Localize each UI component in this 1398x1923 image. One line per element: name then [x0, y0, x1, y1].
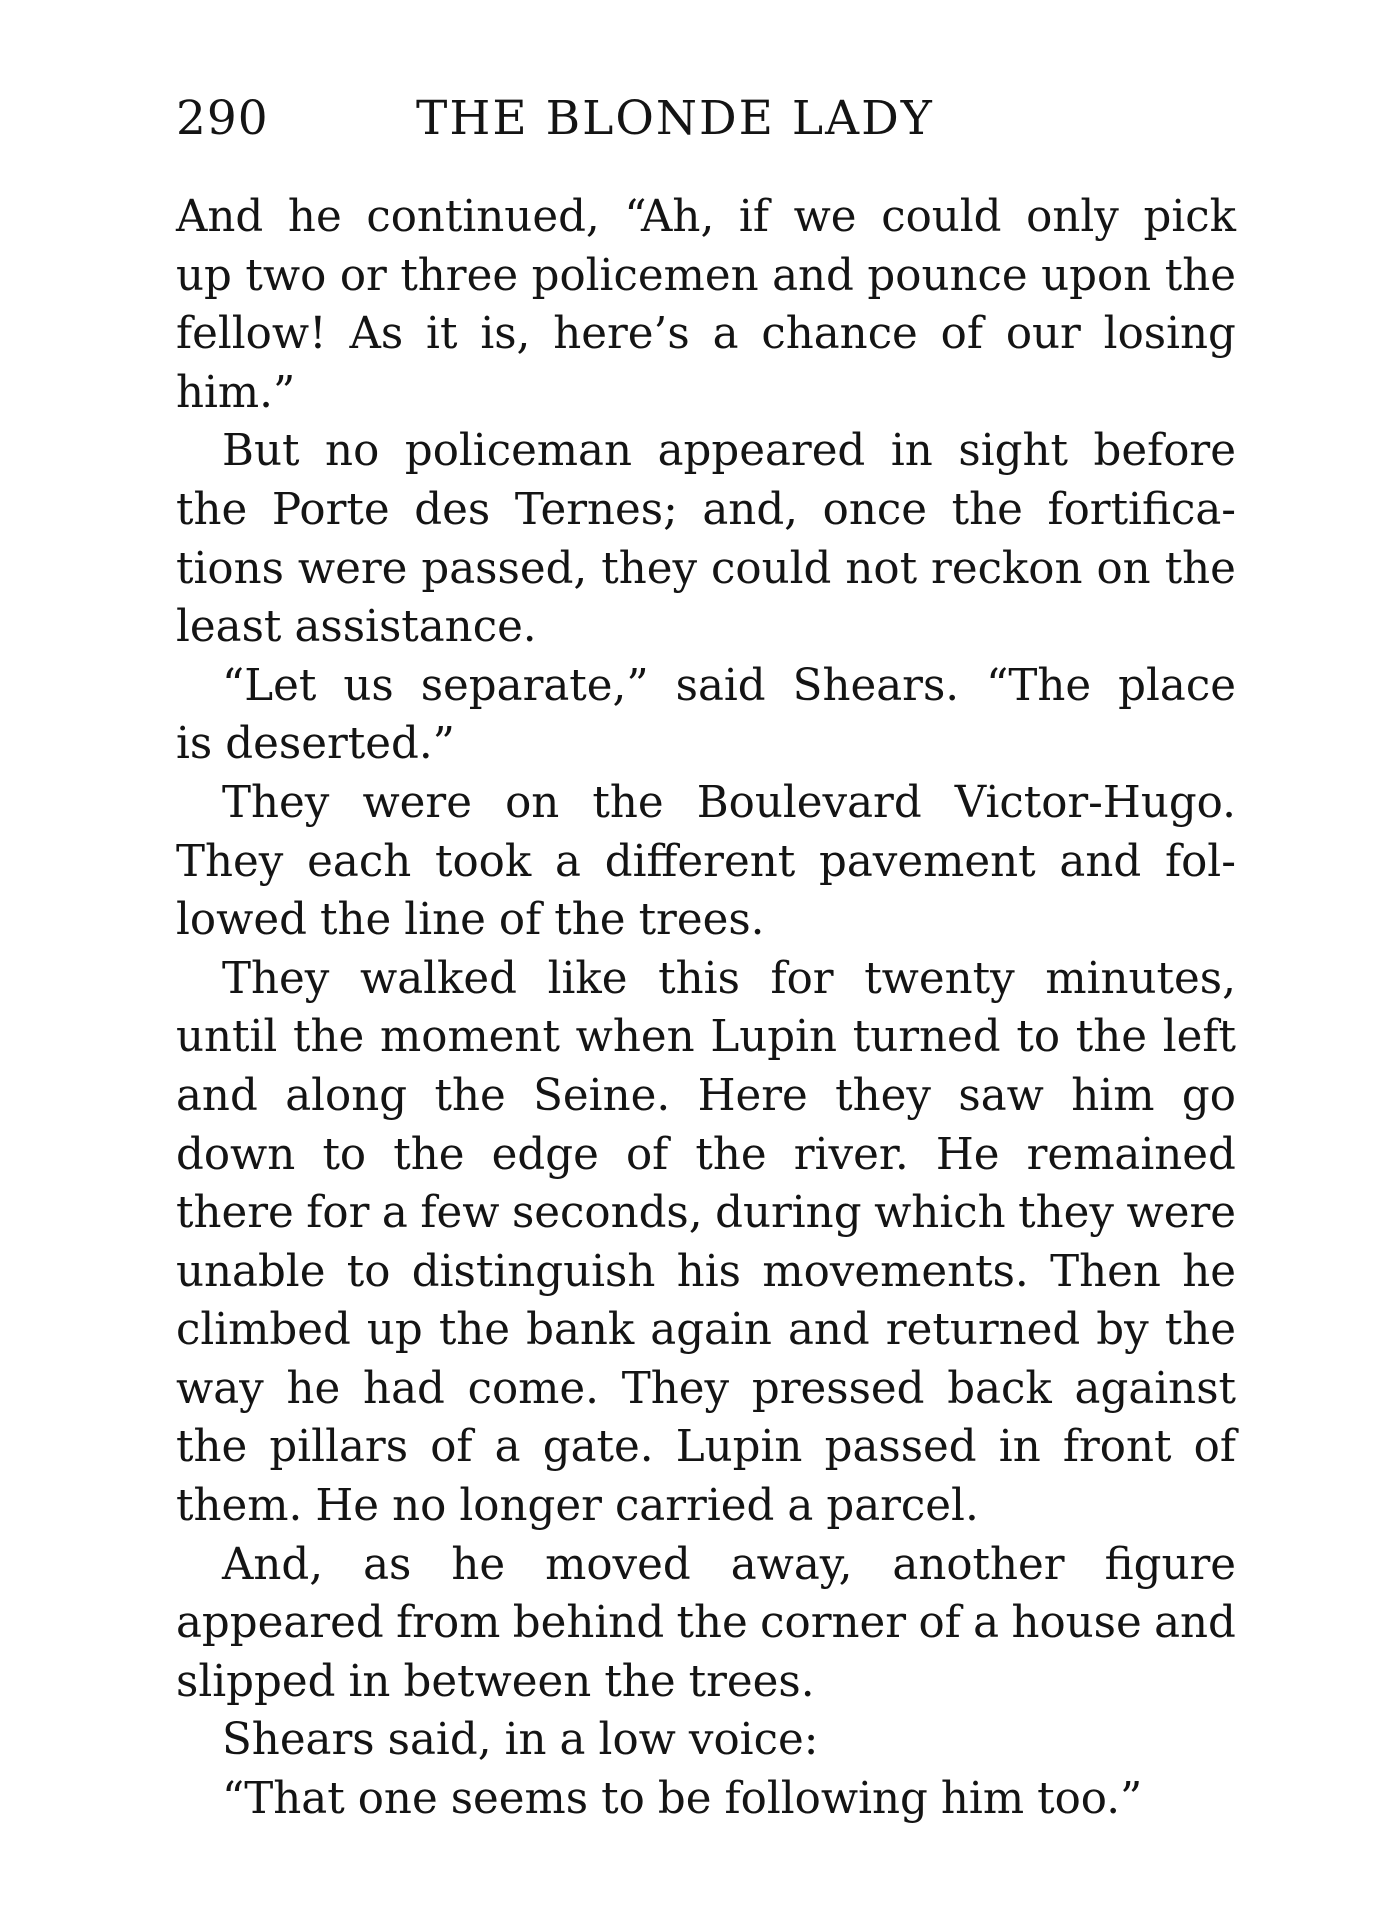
text-line: least assistance.: [176, 602, 537, 653]
text-line: the Porte des Ternes; and, once the fortifica-: [176, 484, 1236, 535]
text-line: and along the Seine. Here they saw him go: [176, 1070, 1236, 1121]
text-line: “That one seems to be following him too.”: [222, 1774, 1143, 1825]
text-line: up two or three policemen and pounce upon the: [176, 250, 1236, 301]
page-header: [176, 84, 1236, 154]
text-line: slipped in between the trees.: [176, 1656, 815, 1707]
text-line: until the moment when Lupin turned to the left: [176, 1012, 1236, 1063]
text-line: way he had come. They pressed back against: [176, 1363, 1236, 1414]
body-text: [176, 188, 1236, 1829]
text-line: him.”: [176, 367, 296, 418]
paragraph: [176, 1711, 1236, 1770]
paragraph: [176, 422, 1236, 656]
text-line: And he continued, “Ah, if we could only pick: [176, 192, 1236, 242]
page-number: 290: [176, 91, 269, 146]
text-line: appeared from behind the corner of a house and: [176, 1598, 1236, 1649]
text-line: And, as he moved away, another figure: [222, 1539, 1236, 1590]
text-line: down to the edge of the river. He remained: [176, 1129, 1236, 1180]
paragraph: [176, 657, 1236, 774]
text-line: Shears said, in a low voice:: [222, 1715, 819, 1766]
paragraph: [176, 774, 1236, 950]
text-line: climbed up the bank again and returned by the: [176, 1305, 1236, 1356]
text-line: them. He no longer carried a parcel.: [176, 1481, 979, 1532]
paragraph: [176, 1536, 1236, 1712]
text-line: They walked like this for twenty minutes,: [222, 953, 1236, 1004]
text-line: “Let us separate,” said Shears. “The place: [222, 660, 1236, 711]
text-line: They each took a different pavement and fol-: [176, 836, 1236, 887]
text-line: fellow! As it is, here’s a chance of our losing: [176, 309, 1236, 360]
running-title: THE BLONDE LADY: [416, 91, 934, 146]
paragraph: [176, 188, 1236, 422]
text-line: They were on the Boulevard Victor-Hugo.: [222, 777, 1236, 828]
text-line: the pillars of a gate. Lupin passed in front of: [176, 1422, 1236, 1473]
text-line: tions were passed, they could not reckon on the: [176, 543, 1236, 594]
text-line: But no policeman appeared in sight before: [222, 426, 1236, 477]
text-line: is deserted.”: [176, 719, 455, 770]
paragraph: [176, 950, 1236, 1536]
text-line: there for a few seconds, during which they were: [176, 1188, 1236, 1239]
text-line: unable to distinguish his movements. Then he: [176, 1246, 1236, 1297]
paragraph: [176, 1770, 1236, 1829]
text-line: lowed the line of the trees.: [176, 895, 765, 946]
